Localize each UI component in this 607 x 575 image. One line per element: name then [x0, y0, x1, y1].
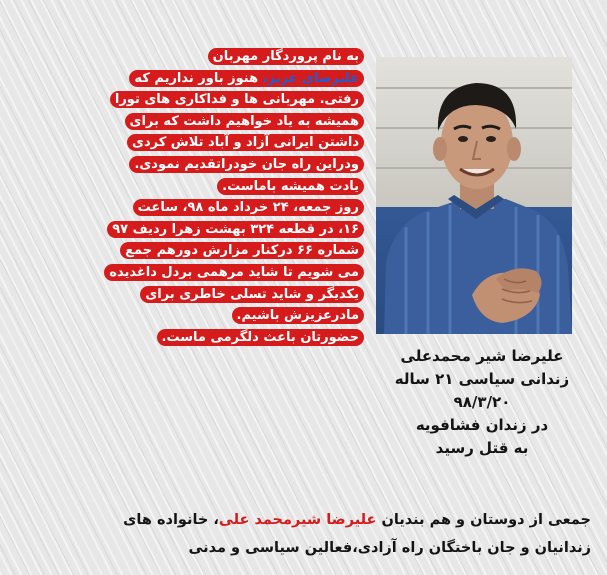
portrait-photo	[376, 57, 572, 334]
message-text	[129, 70, 364, 87]
message-line	[96, 68, 364, 90]
footer-text: جمعی از دوستان و هم بندیان	[376, 512, 591, 528]
message-text: حضورتان باعث دلگرمی ماست.	[157, 329, 364, 346]
message-line	[96, 154, 364, 176]
message-text: همیشه به یاد خواهیم داشت که برای	[125, 113, 364, 130]
portrait-illustration	[376, 57, 572, 334]
message-text: یکدیگر و شاید تسلی خاطری برای	[140, 286, 364, 303]
message-line	[96, 89, 364, 111]
message-line	[96, 132, 364, 154]
caption-name: علیرضا شیر محمدعلی	[400, 347, 564, 365]
memorial-message	[96, 46, 364, 348]
caption-event: به قتل رسید	[435, 439, 529, 457]
message-line	[96, 284, 364, 306]
message-line	[96, 327, 364, 349]
footer-line	[0, 506, 591, 534]
photo-caption	[372, 345, 592, 460]
deceased-name: علیرضای عزیز،	[262, 70, 359, 86]
footer-line: زندانیان و جان باختگان راه آزادی،فعالین سیاسی و مدنی	[188, 540, 591, 556]
message-line	[96, 111, 364, 133]
message-text: رفتی. مهربانی ها و فداکاری های تورا	[110, 91, 364, 108]
message-line	[96, 262, 364, 284]
caption-place: در زندان فشافویه	[415, 416, 549, 434]
caption-status: زندانی سیاسی ۲۱ ساله	[394, 370, 570, 388]
message-text: ۱۶، در قطعه ۳۲۴ بهشت زهرا ردیف ۹۷	[107, 221, 364, 238]
message-line	[96, 219, 364, 241]
message-text: داشتن ایرانی آزاد و آباد تلاش کردی	[127, 134, 364, 151]
message-text-rest: هنوز باور نداریم که	[134, 70, 263, 86]
message-text: به نام پروردگار مهربان	[208, 48, 364, 65]
message-line	[96, 176, 364, 198]
message-text: یادت همیشه باماست.	[217, 178, 364, 195]
footer-name: علیرضا شیرمحمد علی	[218, 512, 377, 528]
message-text: ودراین راه جان خودراتقدیم نمودی.	[129, 156, 364, 173]
signatories	[0, 506, 607, 562]
message-line	[96, 46, 364, 68]
message-text: می شویم تا شاید مرهمی بردل داغدیده	[104, 264, 364, 281]
message-text: مادرعزیزش باشیم.	[232, 307, 364, 324]
message-line	[96, 240, 364, 262]
message-line	[96, 197, 364, 219]
message-text: روز جمعه، ۲۴ خرداد ماه ۹۸، ساعت	[133, 199, 364, 216]
message-line	[96, 305, 364, 327]
message-text: شماره ۶۶ درکنار مزارش دورهم جمع	[120, 242, 364, 259]
caption-date: ۹۸/۳/۲۰	[453, 393, 511, 411]
footer-text: ، خانواده های	[123, 512, 219, 528]
